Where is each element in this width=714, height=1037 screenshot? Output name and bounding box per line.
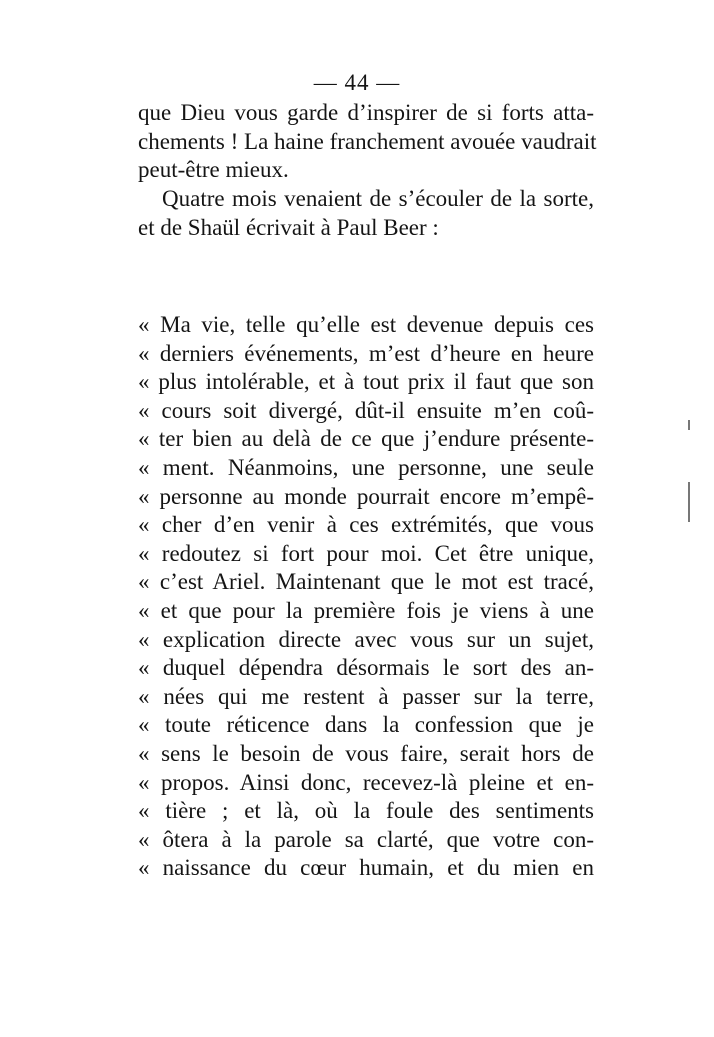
letter-line: « nées qui me restent à passer sur la terre,	[138, 683, 594, 709]
text-line: peut-être mieux.	[138, 157, 289, 183]
letter-line: « derniers événements, m’est d’heure en heure	[138, 340, 594, 366]
text-line: Quatre mois venaient de s’écouler de la sorte,	[162, 186, 594, 211]
letter-line: « c’est Ariel. Maintenant que le mot est tracé,	[138, 569, 594, 595]
letter-line: « et que pour la première fois je viens à une	[138, 597, 594, 623]
paragraph-continuation	[138, 99, 597, 185]
letter-line: « sens le besoin de vous faire, serait hors de	[138, 740, 594, 766]
letter-line: « propos. Ainsi donc, recevez-là pleine et en-	[138, 769, 594, 795]
page-number: — 44 —	[313, 70, 401, 95]
letter-line: « naissance du cœur humain, et du mien en	[138, 855, 594, 881]
letter-line: « plus intolérable, et à tout prix il faut que son	[138, 369, 594, 395]
letter-line: « tière ; et là, où la foule des sentiments	[138, 798, 594, 824]
letter-line: « ôtera à la parole sa clarté, que votre con-	[138, 826, 594, 852]
letter-line: « Ma vie, telle qu’elle est devenue depuis ces	[138, 312, 594, 337]
text-line: et de Shaül écrivait à Paul Beer :	[138, 214, 439, 240]
letter-line: « ment. Néanmoins, une personne, une seule	[138, 454, 594, 480]
letter-line: « explication directe avec vous sur un sujet,	[138, 626, 594, 652]
text-line: que Dieu vous garde d’inspirer de si forts atta-	[138, 100, 594, 125]
letter-line: « toute réticence dans la confession que je	[138, 712, 594, 738]
letter-line: « ter bien au delà de ce que j’endure présente-	[138, 426, 594, 452]
text-line: chements ! La haine franchement avouée vaudrait	[138, 128, 597, 154]
letter-line: « cher d’en venir à ces extrémités, que vous	[138, 512, 594, 538]
letter-quote	[138, 311, 594, 883]
letter-line: « cours soit divergé, dût-il ensuite m’en coû-	[138, 397, 594, 423]
letter-line: « duquel dépendra désormais le sort des an-	[138, 655, 594, 681]
margin-marks	[688, 420, 692, 540]
letter-line: « redoutez si fort pour moi. Cet être unique,	[138, 540, 594, 566]
paragraph-intro	[138, 185, 594, 242]
letter-line: « personne au monde pourrait encore m’empê-	[138, 483, 594, 509]
